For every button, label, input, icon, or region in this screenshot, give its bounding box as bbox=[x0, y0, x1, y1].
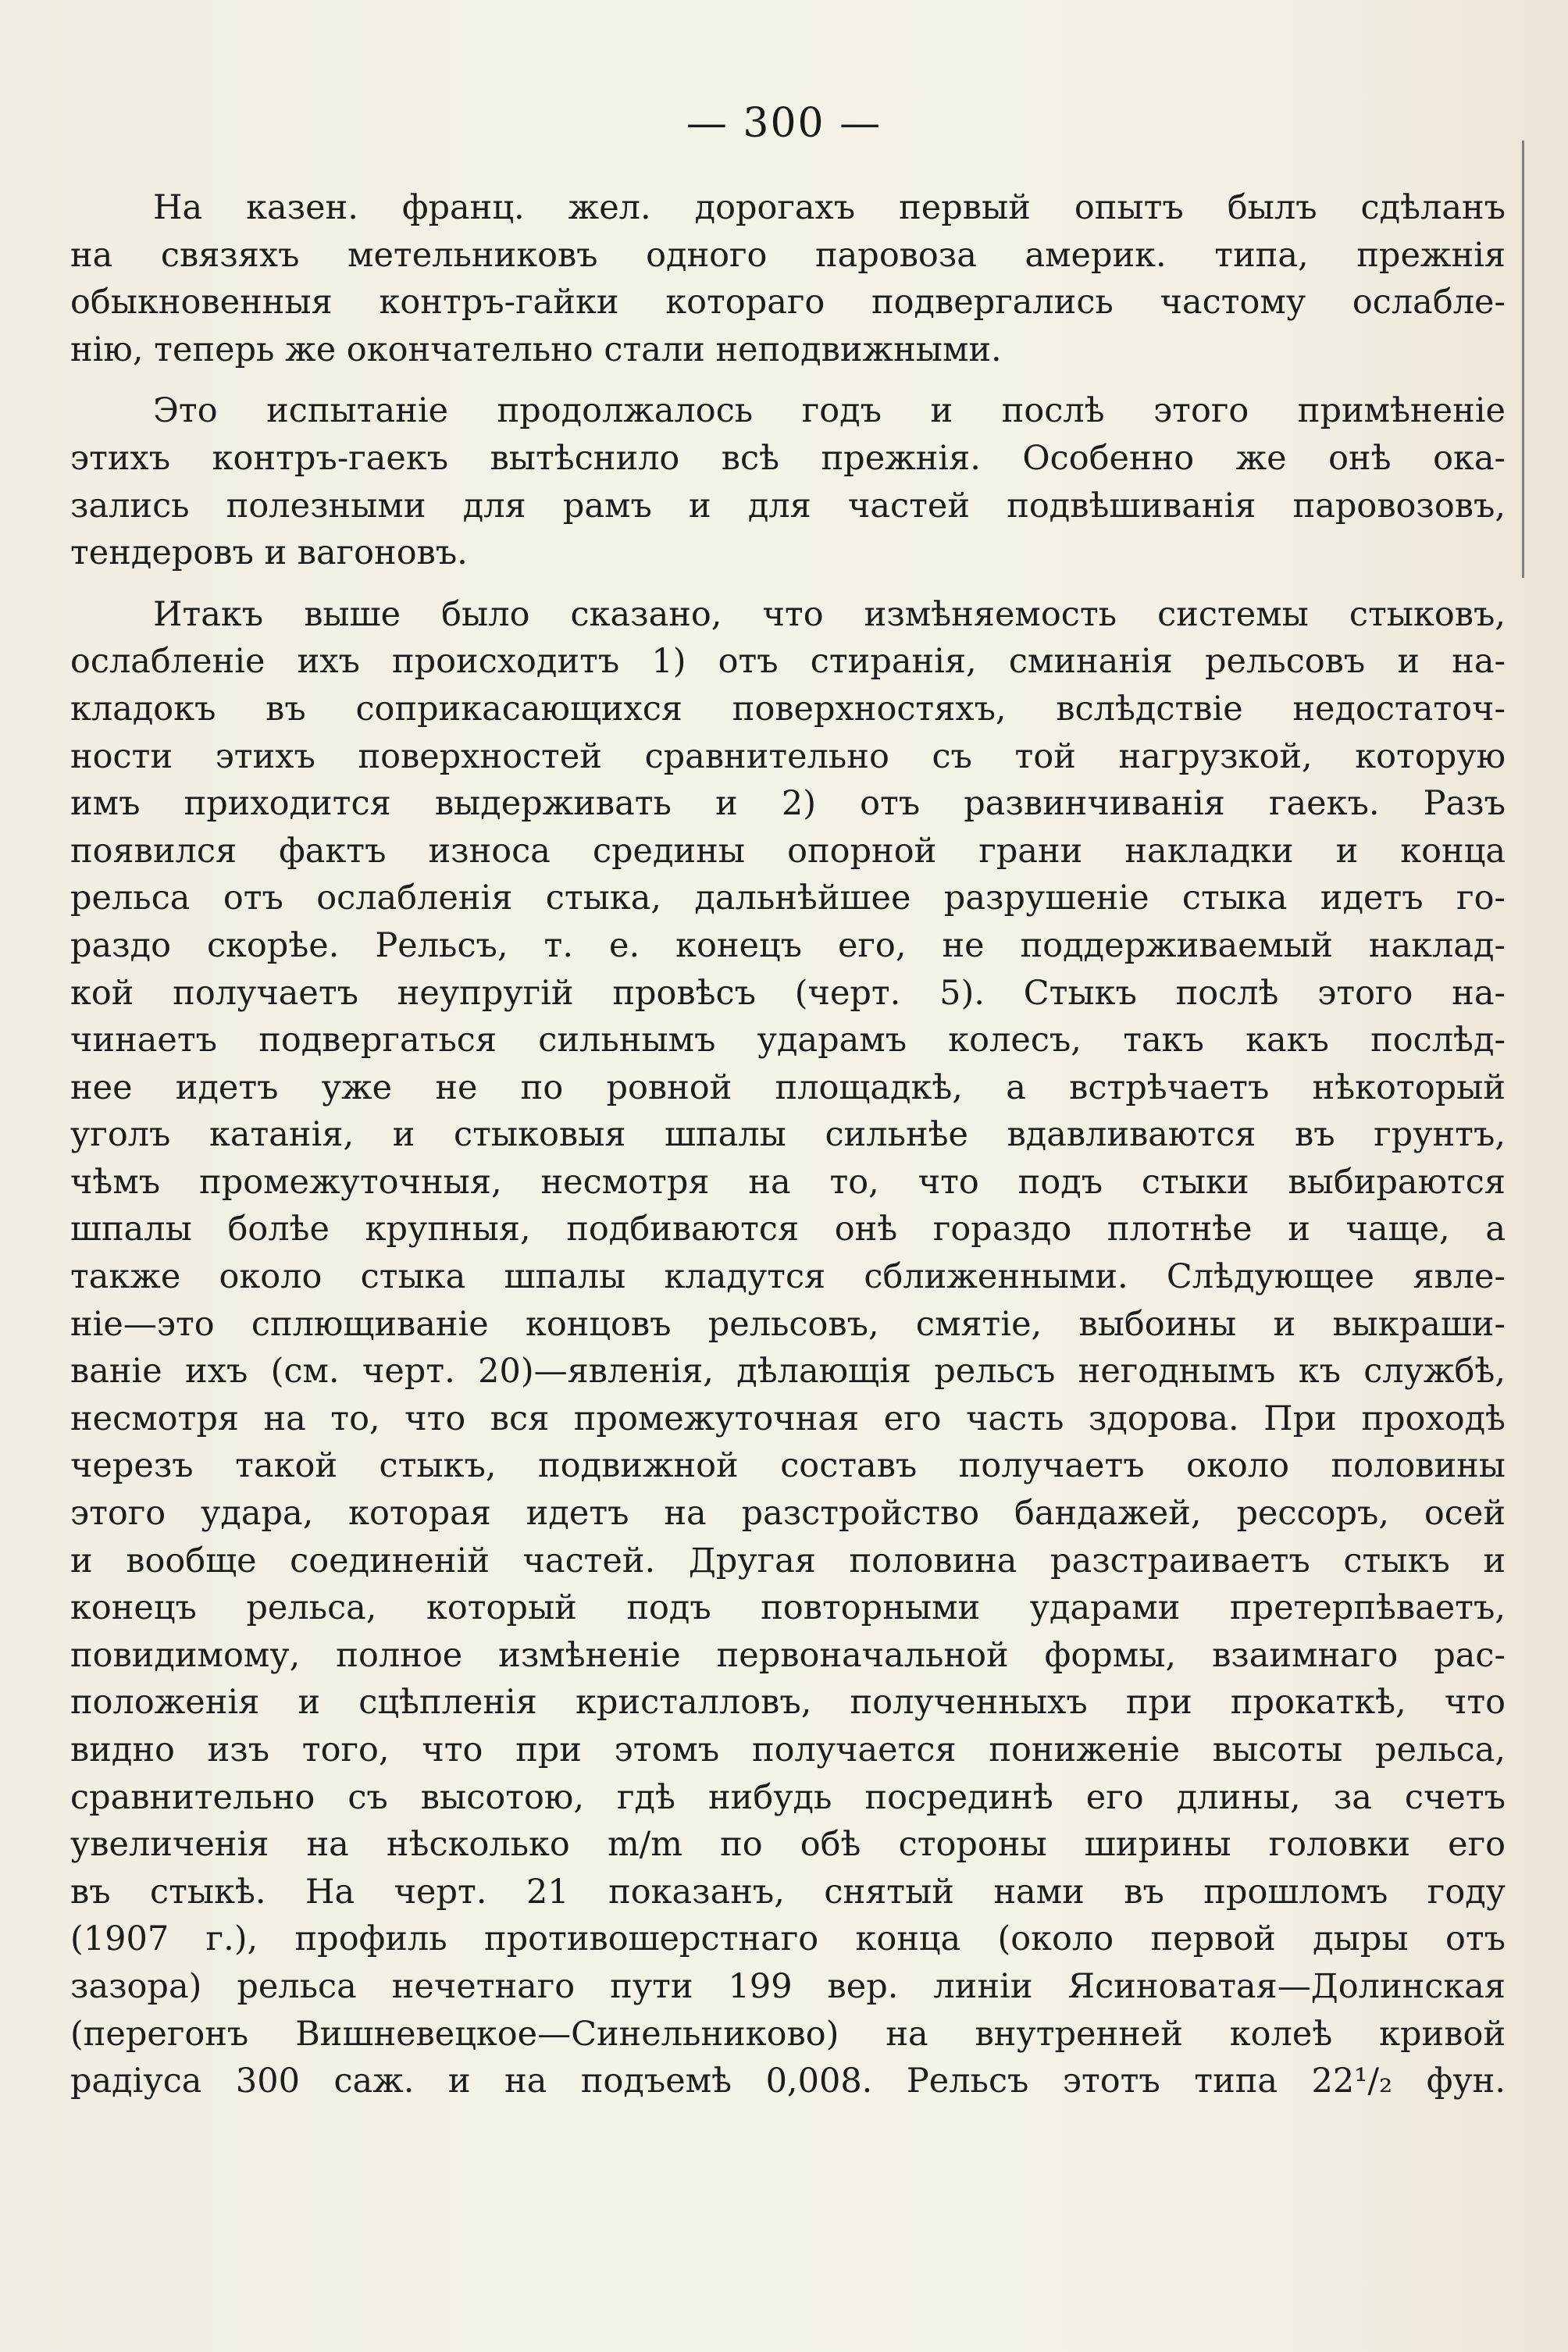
text-line: имъ приходится выдерживать и 2) отъ развинчиванія гаекъ. Разъ bbox=[70, 784, 1506, 824]
text-line: (1907 г.), профиль противошерстнаго конца (около первой дыры отъ bbox=[70, 1919, 1506, 1959]
text-line: и вообще соединеній частей. Другая половина разстраиваетъ стыкъ и bbox=[70, 1541, 1506, 1580]
paragraph-1 bbox=[70, 184, 1506, 373]
body-text bbox=[70, 184, 1506, 2119]
text-line: нее идетъ уже не по ровной площадкѣ, а встрѣчаетъ нѣкоторый bbox=[70, 1067, 1506, 1107]
paragraph-2 bbox=[70, 387, 1506, 576]
text-line: въ стыкѣ. На черт. 21 показанъ, снятый нами въ прошломъ году bbox=[70, 1872, 1506, 1912]
text-line: кладокъ въ соприкасающихся поверхностяхъ, вслѣдствіе недостаточ- bbox=[70, 689, 1506, 729]
text-line: радіуса 300 саж. и на подъемѣ 0,008. Рельсъ этотъ типа 22¹/₂ фун. bbox=[70, 2062, 1506, 2101]
paragraph-3 bbox=[70, 591, 1506, 2105]
text-line: также около стыка шпалы кладутся сближенными. Слѣдующее явле- bbox=[70, 1257, 1506, 1297]
text-line: сравнительно съ высотою, гдѣ нибудь посрединѣ его длины, за счетъ bbox=[70, 1777, 1506, 1817]
text-line: чинаетъ подвергаться сильнымъ ударамъ колесъ, такъ какъ послѣд- bbox=[70, 1021, 1506, 1060]
text-line: шпалы болѣе крупныя, подбиваются онѣ гораздо плотнѣе и чаще, а bbox=[70, 1210, 1506, 1249]
margin-rule bbox=[1522, 141, 1524, 578]
text-line: зались полезными для рамъ и для частей подвѣшиванія паровозовъ, bbox=[70, 486, 1506, 526]
text-line: раздо скорѣе. Рельсъ, т. е. конецъ его, не поддерживаемый наклад- bbox=[70, 925, 1506, 965]
text-line: ніе—это сплющиваніе концовъ рельсовъ, смятіе, выбоины и выкраши- bbox=[70, 1304, 1506, 1344]
text-line: На казен. франц. жел. дорогахъ первый опытъ былъ сдѣланъ bbox=[153, 188, 1506, 227]
text-line: нію, теперь же окончательно стали неподвижными. bbox=[70, 330, 1002, 369]
text-line: ваніе ихъ (см. черт. 20)—явленія, дѣлающія рельсъ негоднымъ къ службѣ, bbox=[70, 1352, 1506, 1392]
text-line: увеличенія на нѣсколько m/m по обѣ стороны ширины головки его bbox=[70, 1825, 1506, 1865]
text-line: конецъ рельса, который подъ повторными ударами претерпѣваетъ, bbox=[70, 1588, 1506, 1628]
text-line: ности этихъ поверхностей сравнительно съ той нагрузкой, которую bbox=[70, 736, 1506, 776]
text-line: Итакъ выше было сказано, что измѣняемость системы стыковъ, bbox=[153, 594, 1506, 634]
text-line: черезъ такой стыкъ, подвижной составъ получаетъ около половины bbox=[70, 1446, 1506, 1486]
text-line: чѣмъ промежуточныя, несмотря на то, что подъ стыки выбираются bbox=[70, 1162, 1506, 1202]
page-number: — 300 — bbox=[686, 100, 882, 147]
text-line: рельса отъ ослабленія стыка, дальнѣйшее разрушеніе стыка идетъ го- bbox=[70, 878, 1506, 918]
text-line: несмотря на то, что вся промежуточная его часть здорова. При проходѣ bbox=[70, 1399, 1506, 1438]
text-line: этихъ контръ-гаекъ вытѣснило всѣ прежнія. Особенно же онѣ ока- bbox=[70, 438, 1506, 478]
text-line: ослабленіе ихъ происходитъ 1) отъ стиранія, сминанія рельсовъ и на- bbox=[70, 642, 1506, 682]
text-line: этого удара, которая идетъ на разстройство бандажей, рессоръ, осей bbox=[70, 1494, 1506, 1534]
text-line: Это испытаніе продолжалось годъ и послѣ этого примѣненіе bbox=[153, 391, 1506, 431]
text-line: обыкновенныя контръ-гайки котораго подвергались частому ослабле- bbox=[70, 283, 1506, 323]
text-line: положенія и сцѣпленія кристалловъ, полученныхъ при прокаткѣ, что bbox=[70, 1683, 1506, 1723]
text-line: уголъ катанія, и стыковыя шпалы сильнѣе вдавливаются въ грунтъ, bbox=[70, 1115, 1506, 1155]
text-line: тендеровъ и вагоновъ. bbox=[70, 533, 468, 573]
text-line: (перегонъ Вишневецкое—Синельниково) на внутренней колеѣ кривой bbox=[70, 2014, 1506, 2054]
text-line: появился фактъ износа средины опорной грани накладки и конца bbox=[70, 831, 1506, 871]
text-line: зазора) рельса нечетнаго пути 199 вер. линіи Ясиноватая—Долинская bbox=[70, 1966, 1506, 2006]
text-line: повидимому, полное измѣненіе первоначальной формы, взаимнаго рас- bbox=[70, 1635, 1506, 1675]
text-line: кой получаетъ неупругій провѣсъ (черт. 5). Стыкъ послѣ этого на- bbox=[70, 973, 1506, 1013]
text-line: на связяхъ метельниковъ одного паровоза америк. типа, прежнія bbox=[70, 235, 1506, 275]
text-line: видно изъ того, что при этомъ получается пониженіе высоты рельса, bbox=[70, 1730, 1506, 1769]
